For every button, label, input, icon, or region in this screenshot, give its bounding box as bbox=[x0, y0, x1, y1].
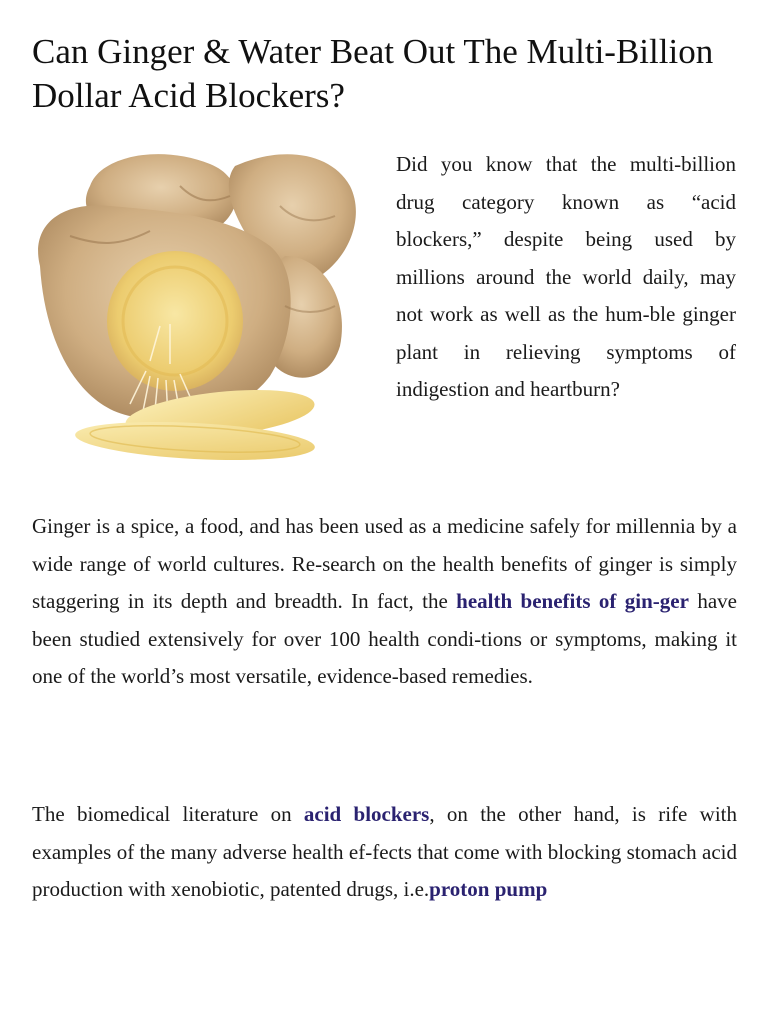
paragraph2-text-start: The biomedical literature on bbox=[32, 802, 304, 826]
paragraph2-text-middle: , on the other hand, is rife with examples of the many adverse health ef-fects that come with blocking stomach acid production with xenobiotic, patented drugs, i.e. bbox=[32, 802, 737, 901]
intro-paragraph: Did you know that the multi-billion drug category known as “acid blockers,” despite being used by millions around the world daily, may not work as well as the hum-ble ginger plant in relieving symptoms of indigestion and heartburn? bbox=[396, 152, 736, 401]
acid-blockers-link[interactable]: acid blockers bbox=[303, 802, 430, 826]
ginger-cut-face bbox=[107, 251, 243, 391]
paragraph1-text-start: Ginger is a spice, a food, and has been used as a medicine safely for millennia by a wide range of world cultures. Re-search on the health benefits of ginger is simply staggering in its depth and breadth. In fact, the bbox=[32, 514, 737, 613]
paragraph1-text-end: have been studied extensively for over 100 health condi-tions or symptoms, making it one of the world’s most versatile, evidence-based remedies. bbox=[32, 589, 737, 688]
health-benefits-of-ginger-link[interactable]: health benefits of gin-ger bbox=[456, 589, 689, 613]
ginger-illustration bbox=[30, 146, 360, 470]
ginger-image bbox=[30, 146, 360, 470]
proton-pump-link[interactable]: proton pump bbox=[429, 877, 548, 901]
paragraph-acid-blockers bbox=[32, 796, 737, 909]
article-title: Can Ginger & Water Beat Out The Multi-Billion Dollar Acid Blockers? bbox=[32, 32, 714, 115]
paragraph-ginger-benefits bbox=[32, 508, 737, 696]
